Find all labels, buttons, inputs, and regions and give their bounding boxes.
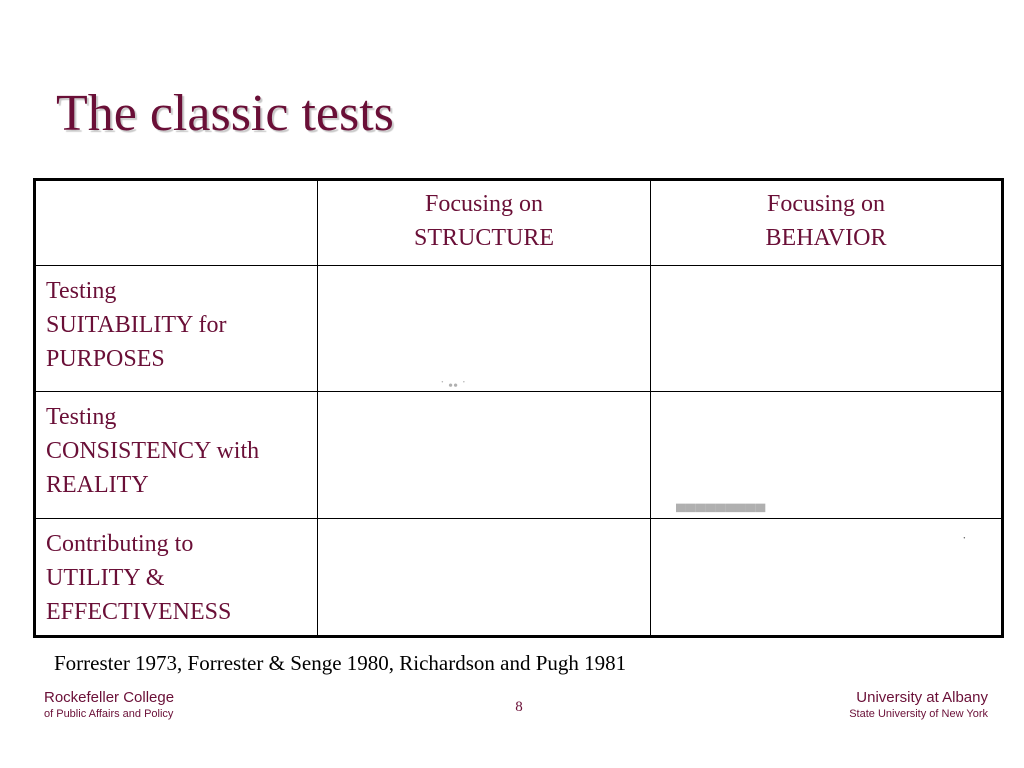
- page-number: 8: [515, 699, 523, 715]
- footer-university-subtitle: State University of New York: [849, 708, 988, 720]
- footer-institution-name: Rockefeller College: [44, 689, 175, 706]
- row-header-utility: [35, 519, 318, 637]
- table-row: [35, 266, 1003, 392]
- footer-university-name: University at Albany: [856, 689, 988, 706]
- clipped-text-artifact: ˙ •• ˙: [440, 379, 467, 394]
- table-cell: [651, 266, 1003, 392]
- row-header-label: Testing CONSISTENCY with REALITY: [46, 404, 260, 498]
- footer-right-logo: [849, 689, 988, 722]
- row-header-label: Contributing to UTILITY & EFFECTIVENESS: [46, 531, 232, 625]
- clipped-text-artifact: ▄▄▄▄▄▄▄▄▄: [676, 497, 766, 512]
- table-header-row: [35, 180, 1003, 266]
- column-header-structure: [318, 180, 651, 266]
- corner-cell: [35, 180, 318, 266]
- column-header-label: Focusing on STRUCTURE: [413, 191, 554, 251]
- classic-tests-table: [33, 178, 1004, 638]
- footer-institution-subtitle: of Public Affairs and Policy: [44, 708, 174, 720]
- column-header-label: Focusing on BEHAVIOR: [765, 191, 887, 251]
- table-cell: [651, 519, 1003, 637]
- table-row: [35, 519, 1003, 637]
- row-header-label: Testing SUITABILITY for PURPOSES: [46, 278, 227, 372]
- table-cell: [318, 266, 651, 392]
- table-row: [35, 392, 1003, 519]
- row-header-suitability: [35, 266, 318, 392]
- row-header-consistency: [35, 392, 318, 519]
- column-header-behavior: [651, 180, 1003, 266]
- clipped-text-artifact: ˙: [962, 535, 967, 550]
- slide-title: The classic tests: [56, 85, 394, 142]
- table-cell: [318, 392, 651, 519]
- table-cell: [318, 519, 651, 637]
- footer-left-logo: [44, 689, 174, 722]
- citation-text: Forrester 1973, Forrester & Senge 1980, Richardson and Pugh 1981: [54, 651, 627, 675]
